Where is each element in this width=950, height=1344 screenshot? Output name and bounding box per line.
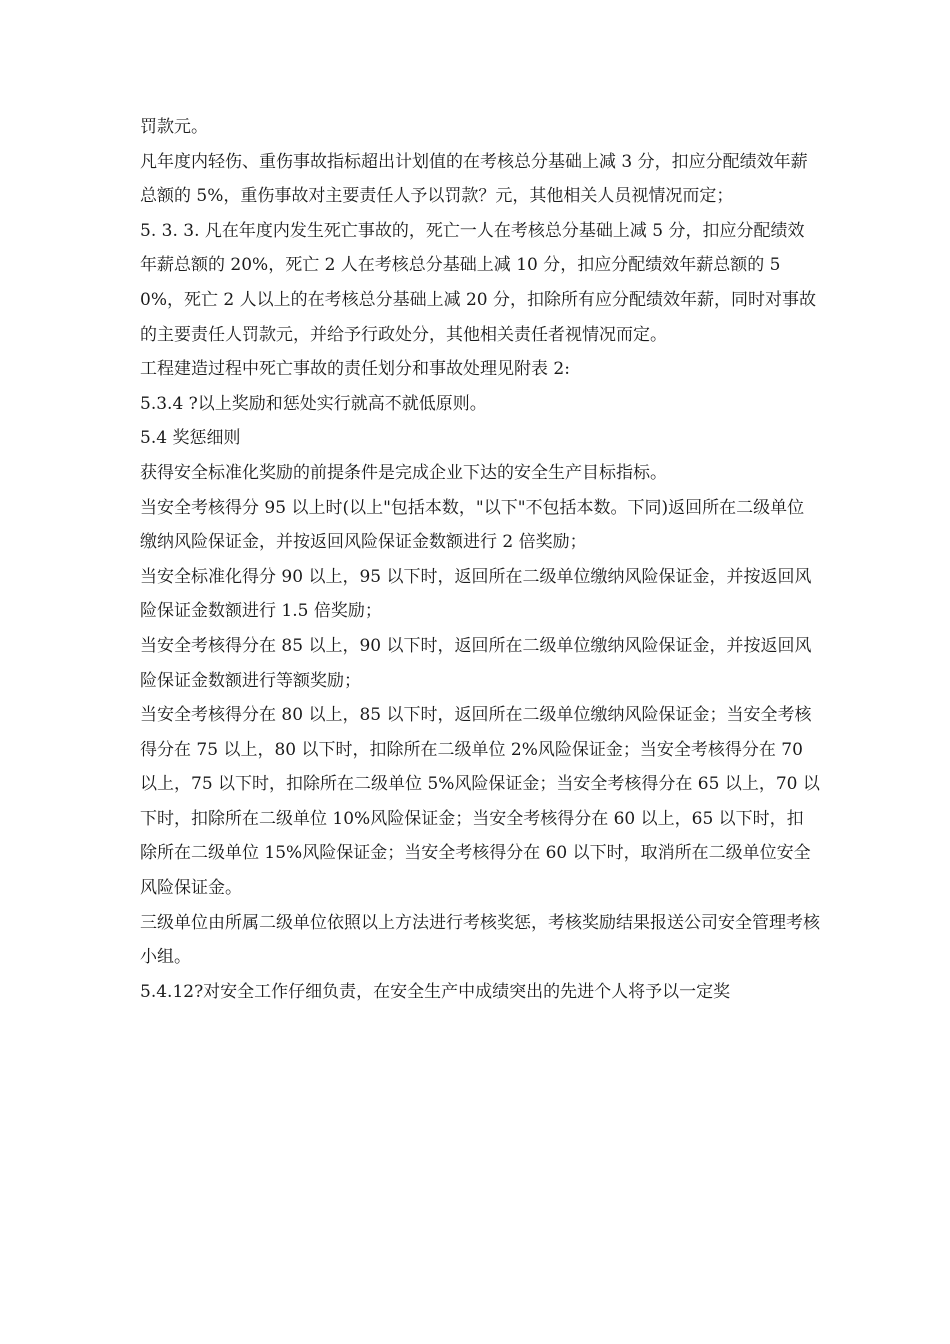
- paragraph-5-3-4: 5.3.4 ?以上奖励和惩处实行就高不就低原则。: [140, 393, 487, 414]
- section-heading-5-4: 5.4 奖惩细则: [140, 428, 241, 449]
- paragraph-score-90: 当安全标准化得分 90 以上，95 以下时，返回所在二级单位缴纳风险保证金，并按返回风险保证金数额进行 1.5 倍奖励；: [140, 566, 812, 622]
- paragraph-appendix-2: 工程建造过程中死亡事故的责任划分和事故处理见附表 2:: [140, 359, 570, 380]
- paragraph-5-4-12: 5.4.12?对安全工作仔细负责，在安全生产中成绩突出的先进个人将予以一定奖: [140, 981, 731, 1002]
- paragraph-score-95: 当安全考核得分 95 以上时(以上"包括本数，"以下"不包括本数。下同)返回所在二级单位缴纳风险保证金，并按返回风险保证金数额进行 2 倍奖励；: [140, 497, 805, 553]
- paragraph-precondition: 获得安全标准化奖励的前提条件是完成企业下达的安全生产目标指标。: [140, 462, 667, 483]
- paragraph-injury-penalty: 凡年度内轻伤、重伤事故指标超出计划值的在考核总分基础上减 3 分，扣应分配绩效年薪总额的 5%，重伤事故对主要责任人予以罚款？元，其他相关人员视情况而定；: [140, 151, 808, 207]
- paragraph-score-80-below: 当安全考核得分在 80 以上，85 以下时，返回所在二级单位缴纳风险保证金；当安全考核得分在 75 以上，80 以下时，扣除所在二级单位 2%风险保证金；当安全考核得分在 70 以上，75 以下时，扣除所在二级单位 5%风险保证金；当安全考核得分在 65 以上，70 以下时，扣除所在二级单位 10%风险保证金；当安全考核得分在 60 以上，65 以下时，扣除所在二级单位 15%风险保证金；当安全考核得分在 60 以下时，取消所在二级单位安全风险保证金。: [140, 705, 820, 899]
- paragraph-third-level-units: 三级单位由所属二级单位依照以上方法进行考核奖惩，考核奖励结果报送公司安全管理考核小组。: [140, 912, 820, 968]
- paragraph-fine-amount: 罚款元。: [140, 117, 208, 137]
- paragraph-score-85: 当安全考核得分在 85 以上，90 以下时，返回所在二级单位缴纳风险保证金，并按返回风险保证金数额进行等额奖励；: [140, 635, 812, 691]
- document-body: [140, 110, 820, 1009]
- paragraph-5-3-3-fatality: 5. 3. 3. 凡在年度内发生死亡事故的，死亡一人在考核总分基础上减 5 分，扣应分配绩效年薪总额的 20%，死亡 2 人在考核总分基础上减 10 分，扣应分配绩效年薪总额的 50%，死亡 2 人以上的在考核总分基础上减 20 分，扣除所有应分配绩效年薪，同时对事故的主要责任人罚款元，并给予行政处分，其他相关责任者视情况而定。: [140, 220, 817, 345]
